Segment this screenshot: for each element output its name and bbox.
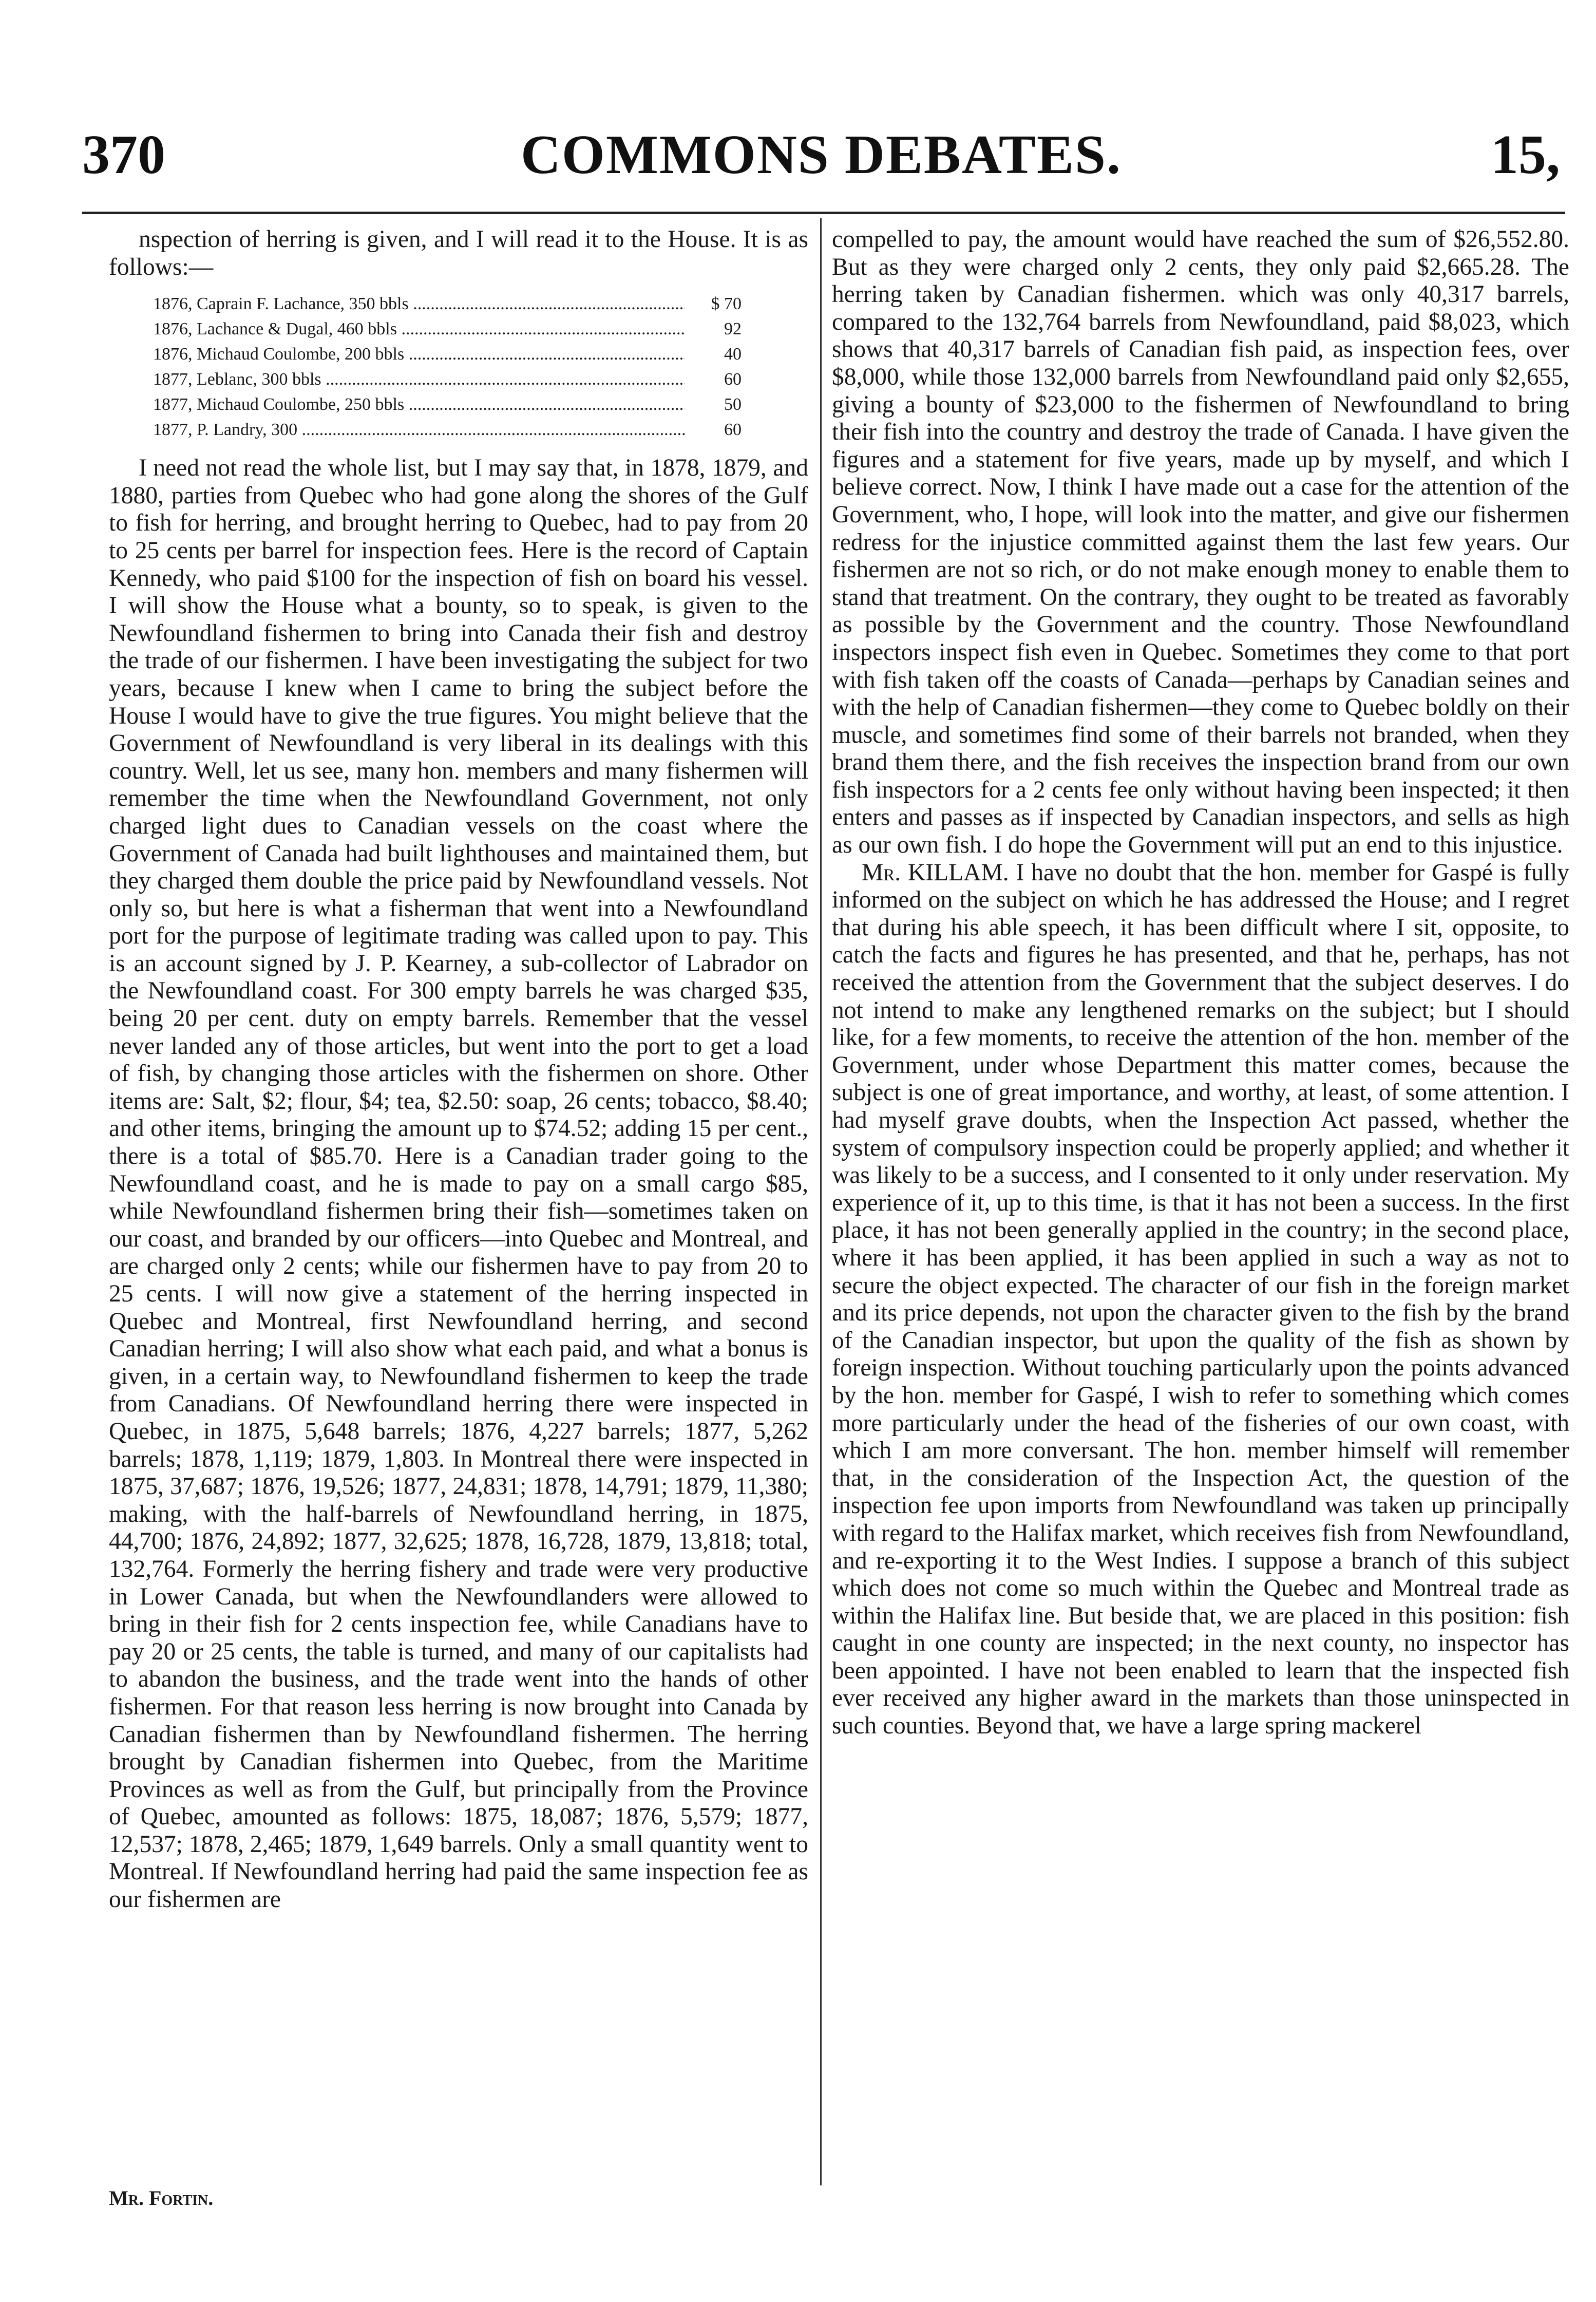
table-amount: 60 (724, 370, 742, 389)
table-entry: 1876, Michaud Coulombe, 200 bbls ..... (153, 342, 685, 367)
body-paragraph: compelled to pay, the amount would have reached the sum of $26,552.80. But as they were charged only 2 cents, they only paid $2,665.28. The herring taken by Canadian fishermen. which was only 40,317 barrels, compared to the 132,764 barrels from Newfoundland, paid $8,023, which shows that 40,317 barrels of Canadian fish paid, as inspection fees, over $8,000, while those 132,000 barrels from Newfoundland paid only $2,655, giving a bounty of $23,000 to the fishermen of Newfoundland to bring their fish into the country and destroy the trade of Canada. I have given the figures and a statement for five years, made up by myself, and which I believe correct. Now, I think I have made out a case for the attention of the Government, who, I hope, will look into the matter, and give our fishermen redress for the injustice committed against them the last few years. Our fishermen are not so rich, or do not make enough money to enable them to stand that treatment. On the contrary, they ought to be treated as favorably as possible by the Government and the country. Those Newfoundland inspectors inspect fish even in Quebec. Sometimes they come to that port with fish taken off the coasts of Canada—perhaps by Canadian seines and with the help of Canadian fishermen—they come to Quebec boldly on their muscle, and sometimes find some of their barrels not branded, when they brand them there, and the fish receives the inspection brand from our own fish inspectors for a 2 cents fee only without having been inspected; it then enters and passes as if inspected by Canadian inspectors, and sells as high as our own fish. I do hope the Government will put an end to this injustice. (832, 226, 1569, 859)
speech-text: I have no doubt that the hon. member for Gaspé is fully informed on the subject on which he has addressed the House; and I regret that during his able speech, it has been difficult where I sit, opposite, to catch the facts and figures he has presented, and that he, perhaps, has not received the attention from the Government that the subject deserves. I do not intend to make any lengthened remarks on the subject; but I should like, for a few moments, to receive the attention of the hon. member of the Government, under whose Department this matter comes, because the subject is one of great importance, and worthy, at least, of some attention. I had myself grave doubts, when the Inspection Act passed, whether the system of compulsory inspection could be properly applied; and whether it was likely to be a success, and I consented to it only under reservation. My experience of it, up to this time, is that it has not been a success. In the first place, it has not been generally applied in the country; in the second place, where it has been applied, it has been applied in such a way as not to secure the object expected. The character of our fish in the foreign market and its price depends, not upon the character given to the fish by the brand of the Canadian inspector, but upon the quality of the fish as shown by foreign inspection. Without touching particularly upon the points advanced by the hon. member for Gaspé, I wish to refer to something which comes more particularly under the head of the fisheries of our own coast, with which I am more conversant. The hon. member himself will remember that, in the consideration of the Inspection Act, the question of the inspection fee upon imports from Newfoundland was taken up principally with regard to the Halifax market, which receives fish from Newfoundland, and re-exporting it to the West Indies. I suppose a branch of this subject which does not come so much within the Quebec and Montreal trade as within the Halifax line. But beside that, we are placed in this position: fish caught in one county are inspected; in the next county, no inspector has been appointed. I have not been enabled to learn that the inspected fish ever received any higher award in the markets than those uninspected in such counties. Beyond that, we have a large spring mackerel (832, 859, 1570, 1740)
table-amount: 40 (724, 345, 742, 364)
table-amount: 60 (724, 420, 742, 440)
table-entry: 1877, P. Landry, 300 ..... (153, 417, 685, 442)
left-column (109, 226, 808, 1914)
page-number: 370 (82, 124, 165, 185)
header-rule (82, 212, 1565, 214)
table-row (153, 316, 742, 342)
date-fragment: 15, (1491, 124, 1560, 185)
table-row (153, 367, 742, 392)
intro-paragraph: nspection of herring is given, and I will read it to the House. It is as follows:— (109, 226, 808, 280)
table-row (153, 342, 742, 367)
table-row (153, 417, 742, 442)
table-entry: 1877, Michaud Coulombe, 250 bbls ..... (153, 392, 685, 417)
publication-title: COMMONS DEBATES. (520, 124, 1122, 185)
table-amount: $ 70 (711, 294, 742, 314)
table-entry: 1877, Leblanc, 300 bbls ..... (153, 367, 685, 392)
speaker-name: Mr. KILLAM. (862, 859, 1009, 886)
footer-speaker: Mr. Fortin. (109, 2186, 214, 2210)
table-row (153, 392, 742, 417)
inspection-fee-table (153, 291, 742, 442)
right-column (832, 226, 1569, 1740)
running-header (82, 123, 1560, 195)
speech-paragraph (832, 859, 1569, 1740)
column-divider (820, 218, 822, 2185)
table-amount: 50 (724, 395, 742, 414)
body-paragraph: I need not read the whole list, but I may say that, in 1878, 1879, and 1880, parties from Quebec who had gone along the shores of the Gulf to fish for herring, and brought herring to Quebec, had to pay from 20 to 25 cents per barrel for inspection fees. Here is the record of Captain Kennedy, who paid $100 for the inspection of fish on board his vessel. I will show the House what a bounty, so to speak, is given to the Newfoundland fishermen to bring into Canada their fish and destroy the trade of our fishermen. I have been investigating the subject for two years, because I knew when I came to bring the subject before the House I would have to give the true figures. You might believe that the Government of Newfoundland is very liberal in its dealings with this country. Well, let us see, many hon. members and many fishermen will remember the time when the Newfoundland Government, not only charged light dues to Canadian vessels on the coast where the Government of Canada had built lighthouses and maintained them, but they charged them double the price paid by Newfoundland vessels. Not only so, but here is what a fisherman that went into a Newfoundland port for the purpose of legitimate trading was called upon to pay. This is an account signed by J. P. Kearney, a sub-collector of Labrador on the Newfoundland coast. For 300 empty barrels he was charged $35, being 20 per cent. duty on empty barrels. Remember that the vessel never landed any of those articles, but went into the port to get a load of fish, by changing those articles with the fishermen on shore. Other items are: Salt, $2; flour, $4; tea, $2.50: soap, 26 cents; tobacco, $8.40; and other items, bringing the amount up to $74.52; adding 15 per cent., there is a total of $85.70. Here is a Canadian trader going to the Newfoundland coast, and he is made to pay on a small cargo $85, while Newfoundland fishermen bring their fish—sometimes taken on our coast, and branded by our officers—into Quebec and Montreal, and are charged only 2 cents; while our fishermen have to pay from 20 to 25 cents. I will now give a statement of the herring inspected in Quebec and Montreal, first Newfoundland herring, and second Canadian herring; I will also show what each paid, and what a bonus is given, in a certain way, to Newfoundland fishermen to keep the trade from Canadians. Of Newfoundland herring there were inspected in Quebec, in 1875, 5,648 barrels; 1876, 4,227 barrels; 1877, 5,262 barrels; 1878, 1,119; 1879, 1,803. In Montreal there were inspected in 1875, 37,687; 1876, 19,526; 1877, 24,831; 1878, 14,791; 1879, 11,380; making, with the half-barrels of Newfoundland herring, in 1875, 44,700; 1876, 24,892; 1877, 32,625; 1878, 16,728, 1879, 13,818; total, 132,764. Formerly the herring fishery and trade were very productive in Lower Canada, but when the Newfoundlanders were allowed to bring in their fish for 2 cents inspection fee, while Canadians have to pay 20 or 25 cents, the table is turned, and many of our capitalists had to abandon the business, and the trade went into the hands of other fishermen. For that reason less herring is now brought into Canada by Canadian fishermen than by Newfoundland fishermen. The herring brought by Canadian fishermen into Quebec, from the Maritime Provinces as well as from the Gulf, but principally from the Province of Quebec, amounted as follows: 1875, 18,087; 1876, 5,579; 1877, 12,537; 1878, 2,465; 1879, 1,649 barrels. Only a small quantity went to Montreal. If Newfoundland herring had paid the same inspection fee as our fishermen are (109, 455, 808, 1913)
table-entry: 1876, Caprain F. Lachance, 350 bbls ..... (153, 291, 685, 316)
table-entry: 1876, Lachance & Dugal, 460 bbls ..... (153, 316, 685, 342)
table-amount: 92 (724, 319, 742, 339)
table-row (153, 291, 742, 316)
